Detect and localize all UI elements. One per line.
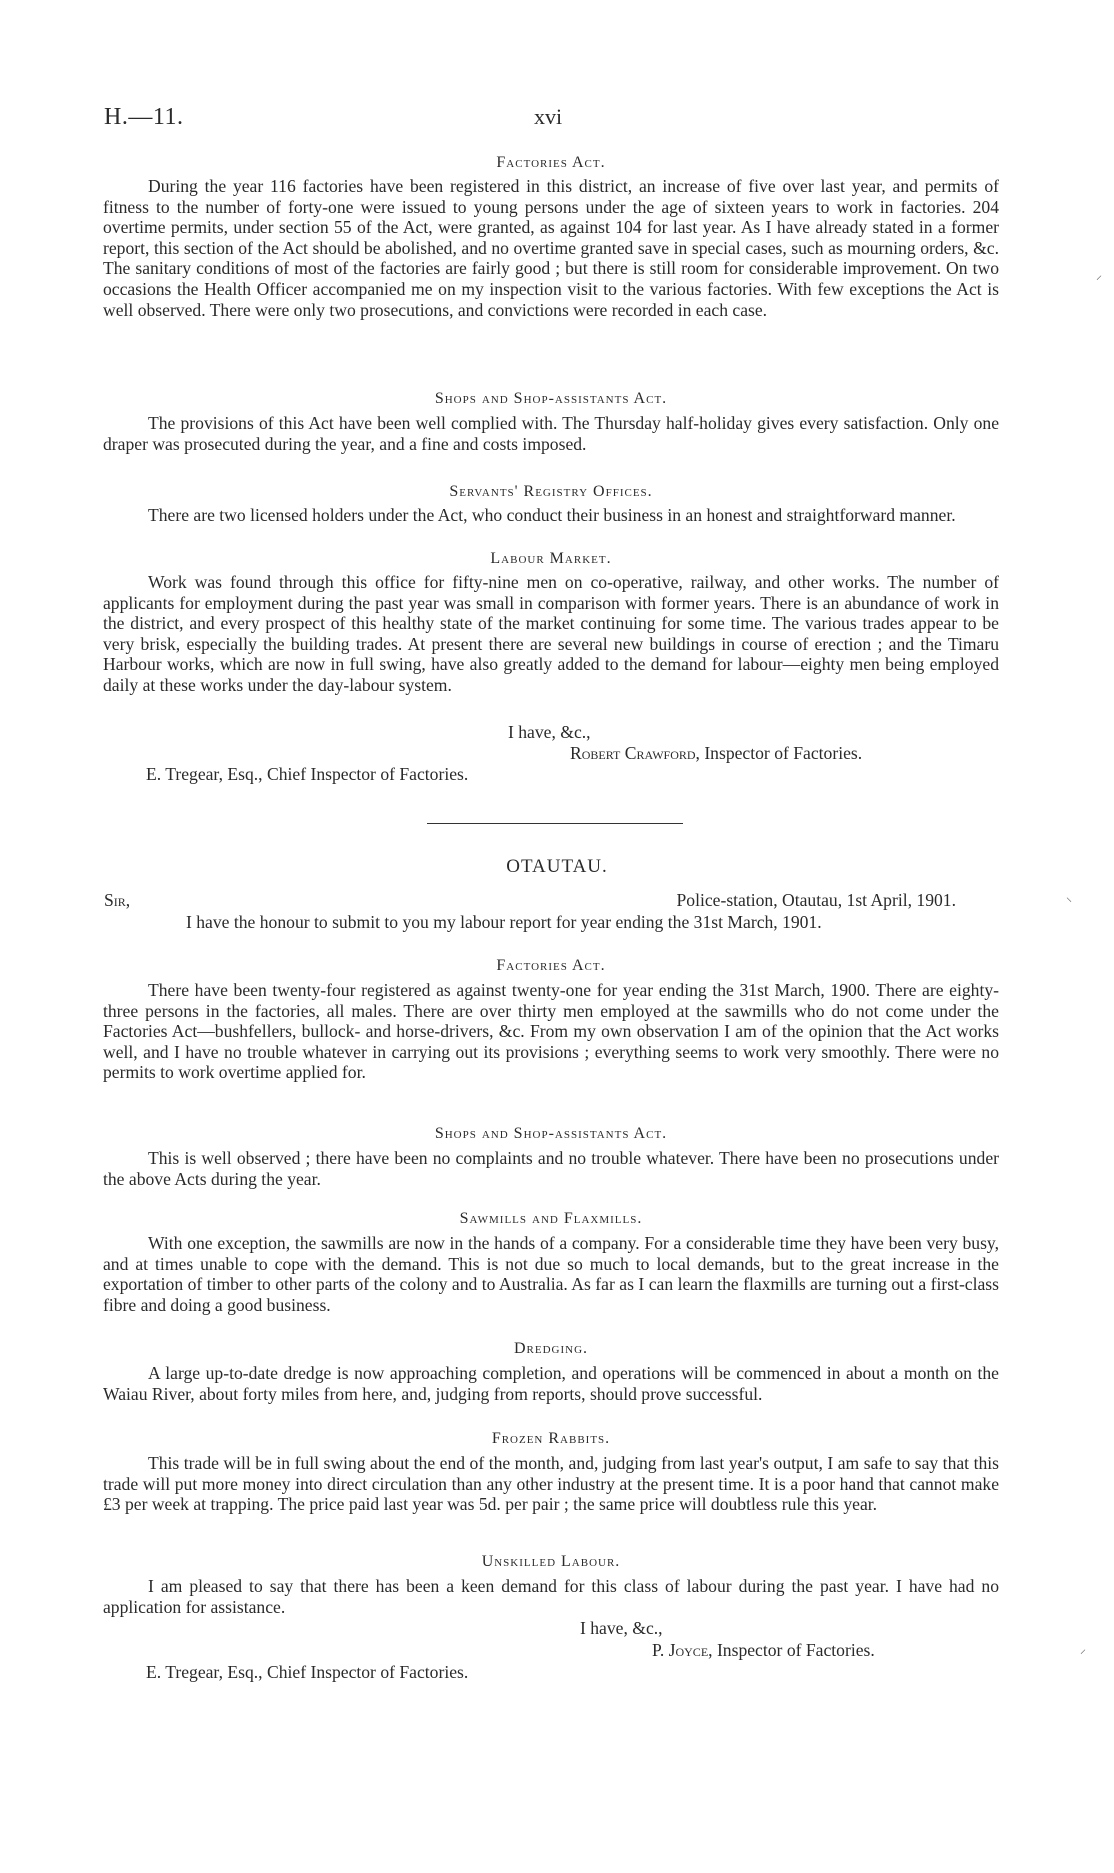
addressee: E. Tregear, Esq., Chief Inspector of Factories. (146, 1662, 469, 1682)
paragraph: A large up-to-date dredge is now approaching completion, and operations will be commenced in about a month on the Waiau River, about forty miles from here, and, judging from reports, should prove successful. (103, 1363, 999, 1404)
paragraph: The provisions of this Act have been well complied with. The Thursday half-holiday gives every satisfaction. Only one draper was prosecuted during the year, and a fine and costs imposed. (103, 413, 999, 454)
signer-title: , Inspector of Factories. (695, 743, 863, 763)
margin-mark: ⸝ (1096, 268, 1103, 282)
section-heading: Factories Act. (496, 154, 606, 171)
timaru-factories-section (103, 154, 999, 320)
otautau-dredging-section (103, 1340, 999, 1404)
signer-name: Robert Crawford (570, 743, 696, 763)
paragraph: There have been twenty-four registered as against twenty-one for year ending the 31st March, 1900. There are eighty-three persons in the factories, all males. There are over thirty men employed at the sawmills who do not come under the Factories Act—bushfellers, bullock- and horse-drivers, &c. From my own observation I am of the opinion that the Act works well, and I have no trouble whatever in carrying out its provisions ; everything seems to work very smoothly. There were no permits to work overtime applied for. (103, 980, 999, 1083)
section-heading: Shops and Shop-assistants Act. (434, 390, 668, 407)
signer-name: P. Joyce (652, 1640, 709, 1660)
otautau-rabbits-section (103, 1430, 999, 1515)
paragraph: During the year 116 factories have been registered in this district, an increase of five over last year, and permits of fitness to the number of forty-one were issued to young persons under the age of sixteen years to work in factories. 204 overtime permits, under section 55 of the Act, were granted, as against 104 for last year. As I have already stated in a former report, this section of the Act should be abolished, and no overtime granted save in special cases, such as mourning orders, &c. The sanitary conditions of most of the factories are fairly good ; but there is still room for considerable improvement. On two occasions the Health Officer accompanied me on my inspection visit to the various factories. With few exceptions the Act is well observed. There were only two prosecutions, and convictions were recorded in each case. (103, 176, 999, 320)
section-heading: Unskilled Labour. (481, 1553, 621, 1570)
section-heading: Shops and Shop-assistants Act. (434, 1125, 668, 1142)
section-heading: Labour Market. (490, 550, 612, 567)
salutation: Sir, (104, 890, 131, 910)
otautau-factories-section (103, 957, 999, 1083)
otautau-unskilled-section (103, 1553, 999, 1617)
district-title: OTAUTAU. (506, 856, 608, 877)
section-heading: Factories Act. (496, 957, 606, 974)
paragraph: This trade will be in full swing about the end of the month, and, judging from last year's output, I am safe to say that this trade will put more money into direct circulation than any other industry at the present time. It is a poor hand that cannot make £3 per week at trapping. The price paid last year was 5d. per pair ; the same price will doubtless rule this year. (103, 1453, 999, 1515)
paragraph: I have the honour to submit to you my labour report for year ending the 31st March, 1901. (186, 912, 822, 932)
addressee: E. Tregear, Esq., Chief Inspector of Factories. (146, 764, 469, 784)
closing: I have, &c., (508, 722, 591, 742)
paragraph: There are two licensed holders under the Act, who conduct their business in an honest and straightforward manner. (148, 505, 956, 525)
closing: I have, &c., (580, 1618, 663, 1638)
letter-header (104, 890, 956, 911)
signature (652, 1640, 875, 1661)
letter-address: Police-station, Otautau, 1st April, 1901. (676, 890, 956, 910)
signer-title: , Inspector of Factories. (708, 1640, 875, 1660)
paragraph: Work was found through this office for fifty-nine men on co-operative, railway, and other works. The number of applicants for employment during the past year was small in comparison with former years. There is an abundance of work in the district, and every prospect of this healthy state of the market continuing for some time. The various trades appear to be very brisk, especially the building trades. At present there are several new buildings in course of erection ; and the Timaru Harbour works, which are now in full swing, have also greatly added to the demand for labour—eighty men being employed daily at these works under the day-labour system. (103, 572, 999, 695)
margin-mark: ⸜ (1066, 890, 1073, 904)
section-heading: Frozen Rabbits. (491, 1430, 611, 1447)
otautau-shops-section (103, 1125, 999, 1189)
section-heading: Servants' Registry Offices. (449, 483, 653, 500)
timaru-shops-section (103, 390, 999, 454)
section-heading: Dredging. (513, 1340, 589, 1357)
paragraph: This is well observed ; there have been no complaints and no trouble whatever. There have been no prosecutions under the above Acts during the year. (103, 1148, 999, 1189)
paragraph: With one exception, the sawmills are now in the hands of a company. For a considerable time they have been very busy, and at times unable to cope with the demand. This is not due so much to local demands, but to the great increase in the exportation of timber to other parts of the colony and to Australia. As far as I can learn the flaxmills are turning out a first-class fibre and doing a good business. (103, 1233, 999, 1315)
section-heading: Sawmills and Flaxmills. (459, 1210, 643, 1227)
timaru-labour-section (103, 550, 999, 696)
page-number: xvi (534, 104, 563, 129)
otautau-sawmills-section (103, 1210, 999, 1315)
document-reference: H.—11. (104, 104, 184, 130)
timaru-registry-section (103, 483, 999, 526)
section-divider (427, 823, 683, 824)
paragraph: I am pleased to say that there has been a keen demand for this class of labour during the past year. I have had no application for assistance. (103, 1576, 999, 1617)
otautau-intro (103, 912, 999, 933)
signature (570, 743, 862, 764)
margin-mark: ⸝ (1080, 1642, 1087, 1656)
